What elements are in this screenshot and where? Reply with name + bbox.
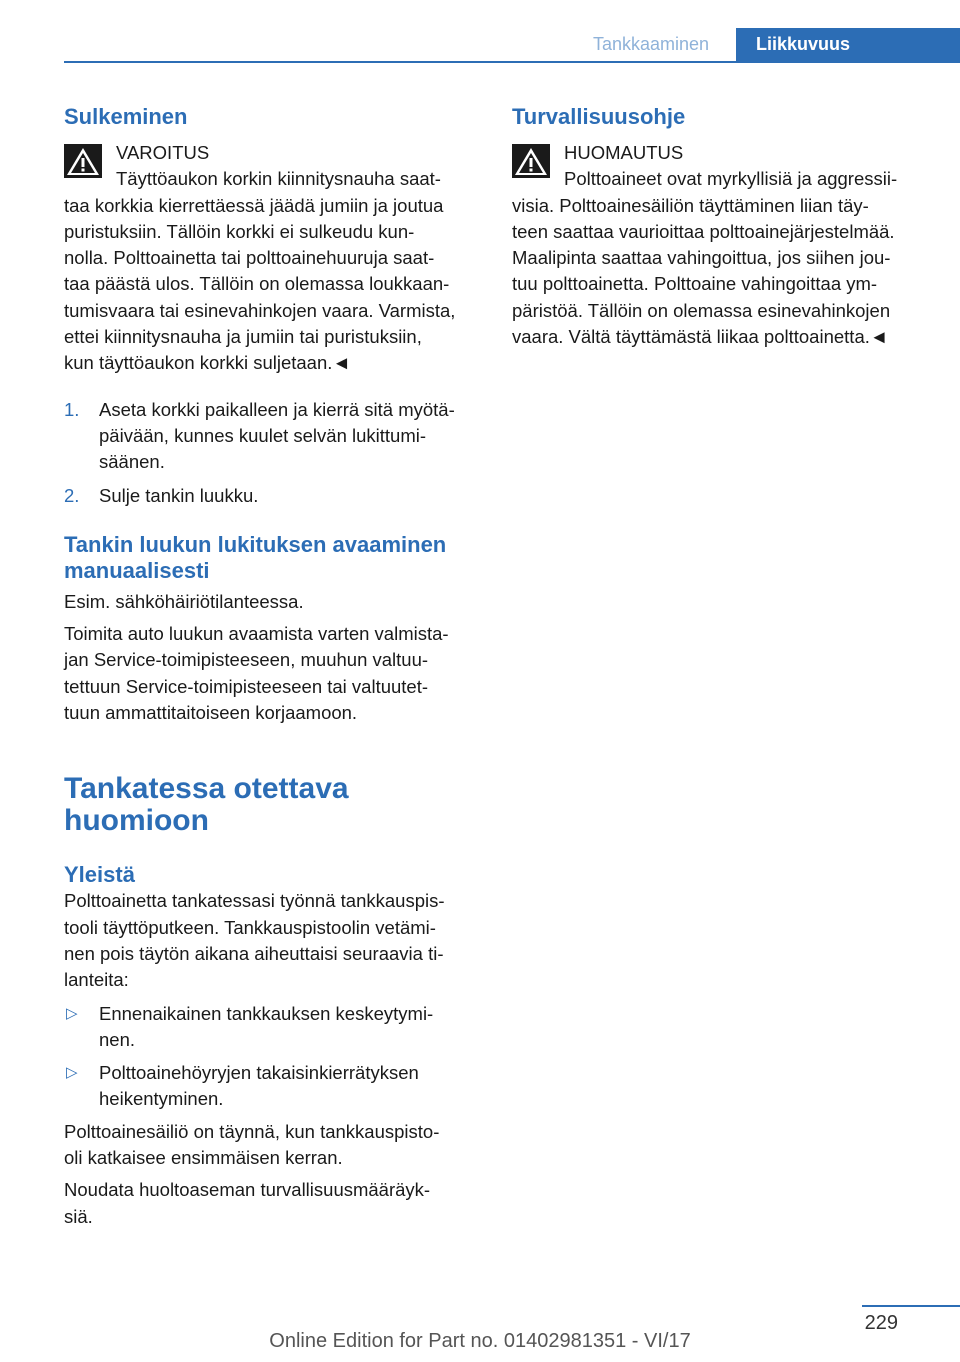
warning-line: ettei kiinnitysnauha ja jumiin tai puristuksiin, — [64, 326, 422, 348]
warning-line: tumisvaara tai esinevahinkojen vaara. Varmista, — [64, 299, 456, 321]
main-title-line: huomioon — [64, 804, 209, 838]
general-line: Polttoainetta tankatessasi työnnä tankkauspis- — [64, 890, 445, 912]
manual-line: tuun ammattitaitoiseen korjaamoon. — [64, 702, 358, 724]
triangle-bullet-icon: ▷ — [66, 1064, 78, 1082]
warning-label: VAROITUS — [116, 142, 210, 163]
tank-line: Polttoainesäiliö on täynnä, kun tankkauspisto- — [64, 1120, 440, 1142]
warning-line: nolla. Polttoainetta tai polttoainehuuruja saat- — [64, 247, 435, 269]
step-line: Sulje tankin luukku. — [99, 484, 259, 506]
warning-line: taa päästä ulos. Tällöin on olemassa loukkaan- — [64, 273, 450, 295]
warning-icon — [64, 144, 102, 178]
manual-title — [64, 532, 480, 584]
footer-rule — [862, 1305, 960, 1307]
steps-list — [64, 397, 480, 509]
closing-title: Sulkeminen — [64, 104, 188, 129]
caution-label: HUOMAUTUS — [564, 142, 684, 163]
bullet-line: Polttoainehöyryjen takaisinkierrätyksen — [99, 1062, 419, 1084]
general-paragraph — [64, 888, 480, 993]
step-line: päivään, kunnes kuulet selvän lukittumi- — [99, 424, 427, 446]
step-number: 2. — [64, 484, 80, 506]
warning-line: taa korkkia kierrettäessä jäädä jumiin ja joutua — [64, 194, 444, 216]
caution-line: teen saattaa vaurioittaa polttoainejärjestelmää. — [512, 220, 895, 242]
left-column — [64, 100, 480, 1230]
tank-paragraph — [64, 1119, 480, 1172]
manual-paragraph — [64, 621, 480, 726]
page-number: 229 — [864, 1312, 898, 1334]
manual-example: Esim. sähköhäiriötilanteessa. — [64, 590, 304, 612]
bullet-line: Ennenaikainen tankkauksen keskeytymi- — [99, 1002, 434, 1024]
bullet-line: nen. — [99, 1028, 136, 1050]
step-item — [64, 397, 480, 476]
warning-icon — [512, 144, 550, 178]
right-column — [512, 100, 928, 350]
safety-title: Turvallisuusohje — [512, 104, 686, 129]
caution-line: visia. Polttoainesäiliön täyttäminen liian täy- — [512, 194, 869, 216]
bullet-item — [64, 1060, 480, 1113]
warning-line: kun täyttöaukon korkki suljetaan.◄ — [64, 352, 351, 374]
manual-title-line: Tankin luukun lukituksen avaaminen — [64, 531, 447, 557]
caution-line: vaara. Vältä täyttämästä liikaa polttoainetta.◄ — [512, 326, 889, 348]
caution-line: päristöä. Tällöin on olemassa esinevahinkojen — [512, 299, 891, 321]
step-line: Aseta korkki paikalleen ja kierrä sitä myötä- — [99, 398, 455, 420]
caution-notice — [512, 140, 928, 350]
warning-notice — [64, 140, 480, 377]
step-line: säänen. — [99, 451, 165, 473]
general-line: tooli täyttöputkeen. Tankkauspistoolin vetämi- — [64, 916, 436, 938]
header-section: Tankkaaminen — [592, 34, 710, 54]
step-item — [64, 483, 480, 509]
edition-note: Online Edition for Part no. 01402981351 - VI/17 — [269, 1330, 691, 1352]
manual-line: tettuun Service-toimipisteeseen tai valtuutet- — [64, 675, 429, 697]
bullet-line: heikentyminen. — [99, 1088, 224, 1110]
caution-line: Polttoaineet ovat myrkyllisiä ja aggressii- — [564, 168, 898, 190]
tank-line: oli katkaisee ensimmäisen kerran. — [64, 1147, 343, 1169]
bullet-list — [64, 1001, 480, 1113]
caution-line: Maalipinta saattaa vahingoittua, jos siihen jou- — [512, 247, 891, 269]
bullet-item — [64, 1001, 480, 1054]
step-number: 1. — [64, 398, 80, 420]
rules-line: Noudata huoltoaseman turvallisuusmääräyk- — [64, 1179, 431, 1201]
caution-line: tuu polttoainetta. Polttoaine vahingoittaa ym- — [512, 273, 878, 295]
header-rule — [64, 61, 960, 63]
triangle-bullet-icon: ▷ — [66, 1004, 78, 1022]
warning-line: puristuksiin. Tällöin korkki ei sulkeudu kun- — [64, 220, 415, 242]
general-title: Yleistä — [64, 862, 135, 888]
warning-line: Täyttöaukon korkin kiinnitysnauha saat- — [116, 168, 441, 190]
main-title-line: Tankatessa otettava — [64, 772, 349, 806]
general-line: nen pois täytön aikana aiheuttaisi seuraavia ti- — [64, 942, 444, 964]
rules-line: siä. — [64, 1205, 93, 1227]
rules-paragraph — [64, 1177, 480, 1230]
manual-title-line: manuaalisesti — [64, 557, 210, 583]
manual-line: Toimita auto luukun avaamista varten valmista- — [64, 623, 449, 645]
manual-line: jan Service-toimipisteeseen, muuhun valtuu- — [64, 649, 429, 671]
header-chapter: Liikkuvuus — [736, 28, 960, 61]
main-title — [64, 773, 480, 837]
general-line: lanteita: — [64, 969, 129, 991]
